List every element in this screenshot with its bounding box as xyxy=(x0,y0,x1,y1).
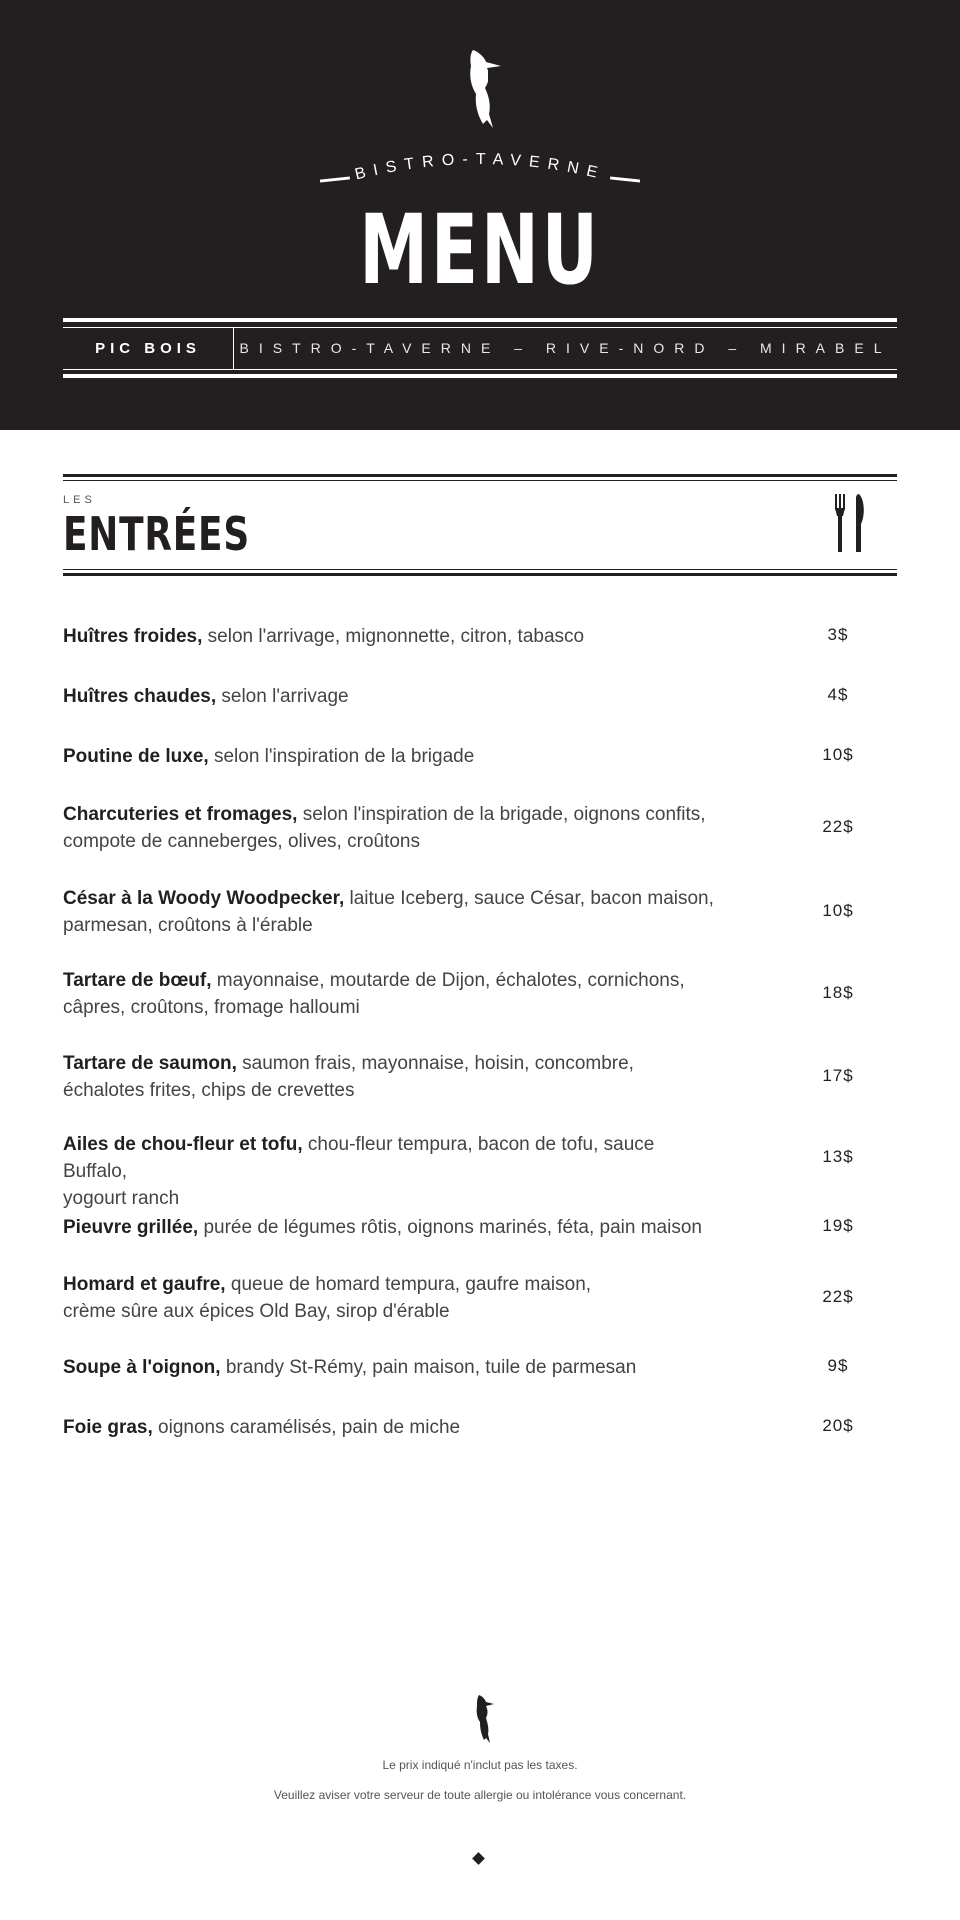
fork-knife-icon xyxy=(833,494,867,554)
item-price: 22$ xyxy=(822,817,854,836)
item-description: yogourt ranch xyxy=(63,1188,180,1209)
section-header xyxy=(63,474,897,576)
item-name: Soupe à l'oignon, xyxy=(63,1357,221,1378)
menu-footer xyxy=(0,1690,960,1890)
item-price: 13$ xyxy=(822,1147,854,1166)
section-rule xyxy=(63,569,897,570)
section-rule xyxy=(63,474,897,477)
item-description: laitue Iceberg, sauce César, bacon maison, xyxy=(349,888,714,909)
menu-header xyxy=(0,0,960,430)
item-name: Charcuteries et fromages, xyxy=(63,804,298,825)
item-description: brandy St-Rémy, pain maison, tuile de parmesan xyxy=(225,1357,637,1378)
item-description: purée de légumes rôtis, oignons marinés, féta, pain maison xyxy=(203,1217,702,1238)
item-name: Pieuvre grillée, xyxy=(63,1217,199,1238)
item-name: Foie gras, xyxy=(63,1417,153,1438)
item-description: mayonnaise, moutarde de Dijon, échalotes, cornichons, xyxy=(216,970,685,991)
arc-subtitle-text: BISTRO-TAVERNE xyxy=(353,150,607,184)
svg-text:BISTRO-TAVERNE xyxy=(353,151,606,183)
item-description: selon l'arrivage xyxy=(221,686,349,707)
item-description: chou-fleur tempura, bacon de tofu, sauce Buffalo, xyxy=(63,1134,655,1182)
tax-note: Le prix indiqué n'inclut pas les taxes. xyxy=(382,1758,578,1772)
item-price: 4$ xyxy=(827,685,849,704)
item-description: selon l'inspiration de la brigade xyxy=(213,746,475,767)
band-line xyxy=(63,369,897,370)
item-price: 3$ xyxy=(827,625,849,644)
item-name: César à la Woody Woodpecker, xyxy=(63,888,345,909)
brand-band xyxy=(63,318,897,380)
item-price: 10$ xyxy=(822,745,854,764)
item-description: queue de homard tempura, gaufre maison, xyxy=(230,1274,592,1295)
page-title: MENU xyxy=(359,194,601,306)
band-line xyxy=(63,374,897,378)
item-name: Huîtres froides, xyxy=(63,626,203,647)
item-description: crème sûre aux épices Old Bay, sirop d'érable xyxy=(63,1301,450,1322)
item-description: selon l'arrivage, mignonnette, citron, tabasco xyxy=(207,626,585,647)
item-description: échalotes frites, chips de crevettes xyxy=(63,1080,355,1101)
item-name: Huîtres chaudes, xyxy=(63,686,217,707)
woodpecker-icon xyxy=(470,1694,496,1744)
item-price: 20$ xyxy=(822,1416,854,1435)
woodpecker-icon xyxy=(455,48,505,130)
item-name: Poutine de luxe, xyxy=(63,746,209,767)
item-price: 18$ xyxy=(822,983,854,1002)
item-price: 19$ xyxy=(822,1216,854,1235)
item-name: Ailes de chou-fleur et tofu, xyxy=(63,1134,303,1155)
item-price: 22$ xyxy=(822,1287,854,1306)
band-line xyxy=(63,318,897,322)
item-description: compote de canneberges, olives, croûtons xyxy=(63,831,420,852)
item-name: Tartare de saumon, xyxy=(63,1053,237,1074)
item-price: 10$ xyxy=(822,901,854,920)
item-name: Homard et gaufre, xyxy=(63,1274,226,1295)
item-price: 17$ xyxy=(822,1066,854,1085)
diamond-ornament xyxy=(472,1852,485,1865)
item-description: parmesan, croûtons à l'érable xyxy=(63,915,313,936)
arc-subtitle xyxy=(300,140,660,200)
section-rule xyxy=(63,480,897,481)
item-price: 9$ xyxy=(827,1356,849,1375)
allergy-note: Veuillez aviser votre serveur de toute allergie ou intolérance vous concernant. xyxy=(273,1788,687,1802)
item-description: oignons caramélisés, pain de miche xyxy=(158,1417,461,1438)
item-description: câpres, croûtons, fromage halloumi xyxy=(63,997,360,1018)
item-description: saumon frais, mayonnaise, hoisin, concombre, xyxy=(242,1053,634,1074)
brand-tagline: BISTRO-TAVERNE – RIVE-NORD – MIRABEL xyxy=(239,340,892,356)
section-rule xyxy=(63,573,897,576)
section-title: ENTRÉES xyxy=(63,507,250,561)
item-name: Tartare de bœuf, xyxy=(63,970,212,991)
item-description: selon l'inspiration de la brigade, oignons confits, xyxy=(302,804,706,825)
brand-name: PIC BOIS xyxy=(95,340,201,357)
section-prefix: LES xyxy=(63,494,96,506)
